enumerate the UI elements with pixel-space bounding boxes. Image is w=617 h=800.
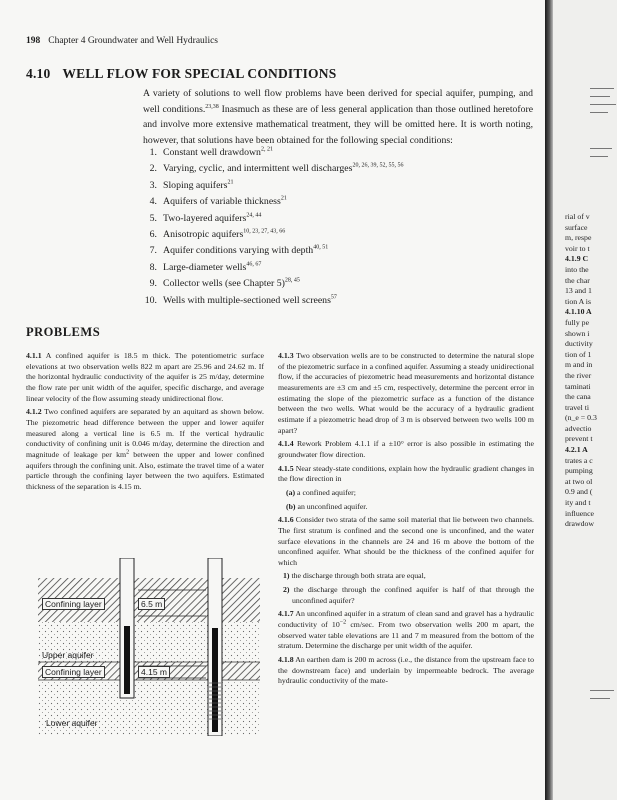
list-item: 2. Varying, cyclic, and intermittent well discharges$^{20, 26, 39, 52, 55, 56}$ [149, 163, 404, 175]
list-item: 9. Collector wells (see Chapter 5)$^{28, 45}$ [149, 277, 300, 290]
next-page-fragments: rial of v surface m, respe voir to t 4.1.9 C into the the char 13 and 1 tion A is 4.1.10 A fully pe shown i ductivity tion of 1 m and in the river taminati the cana travel ti (n_e = 0.3 advectio prevent t 4.2.1 A trates a c pumping at two ol 0.9 and ( ity and t influence drawdow [565, 212, 597, 529]
spine-shadow [545, 0, 553, 800]
section-number: 4.10 [26, 66, 51, 81]
intro-text: A variety of solutions to well flow problems have been derived for special aquifer, pumping, and well conditions. [143, 88, 533, 115]
list-item: 7. Aquifer conditions varying with depth$^{40, 51}$ [149, 245, 329, 257]
next-page-rule [590, 698, 610, 699]
problem-4-1-5-a: (a) a confined aquifer; [286, 487, 356, 497]
next-page-rule [590, 104, 616, 105]
problem-4-1-4: 4.1.4 Rework Problem 4.1.1 if a ±10° error is also possible in estimating the groundwater flow direction. [278, 439, 535, 459]
lower-aquifer-label: Lower aquifer [46, 718, 98, 728]
list-item: 6. Anisotropic aquifers$^{10, 23, 27, 43, 66}$ [149, 228, 286, 240]
list-item: 1. Constant well drawdown$^{2, 21}$ [149, 146, 273, 158]
problem-4-1-7: 4.1.7 An unconfined aquifer in a stratum of clean sand and gravel has a hydraulic conductivity of $10^{-2}$ cm/sec. From two observation wells 200 m apart, the observed water table elevations are 11 and 7 m measured from the bottom of the stratum. Determine the discharge per unit width of the aquifer. [278, 609, 534, 651]
problems-column-left [26, 351, 264, 496]
confining-layer-label-lower: Confining layer [42, 666, 105, 678]
page-number: 198 [26, 36, 41, 46]
problem-4-1-6-item-2: 2) the discharge through the confined aquifer is half of that through the unconfined aquifer? [283, 585, 534, 605]
problem-4-1-5-b: (b) an unconfined aquifer. [286, 501, 368, 511]
list-item: 3. Sloping aquifers$^{21}$ [149, 179, 234, 191]
intro-paragraph [143, 86, 533, 148]
next-page-rule [590, 156, 608, 157]
problem-4-1-2: 4.1.2 Two confined aquifers are separated by an aquitard as shown below. The piezometric head difference between the upper and lower aquifer measured along a vertical line is 6.5 m. If the vertical hydraulic conductivity of confining unit is 0.046 m/day, determine the direction and magnitude of leakage per $km^2$ between the upper and lower confined aquifers through the confining unit. Also, estimate the travel time of a water particle through the confining layer between the two aquifers. Estimated thickness of the separation is 4.15 m. [26, 407, 265, 491]
intro-refs: 23,38 [205, 103, 219, 110]
problem-4-1-3: 4.1.3 Two observation wells are to be constructed to determine the natural slope of the piezometric surface in a confined aquifer. Assuming a steady unidirectional flow, if the accuracies of piezometric head measurements and horizontal distance measurements are ±3 cm and ±5 cm, respectively, determine the percent error in estimating the slope of the piezometric surface as a function of the distance between the two wells. What would be the accuracy of a hydraulic gradient estimate if a piezometric head drop of 3 m is observed between two wells 100 m apart? [278, 351, 534, 435]
special-conditions-list [143, 145, 533, 309]
problem-4-1-1: 4.1.1 A confined aquifer is 18.5 m thick. The potentiometric surface elevations at two observation wells 822 m apart are 25.96 and 24.62 m. If the horizontal hydraulic conductivity of the aquifer is 25 m/day, determine the flow rate per unit width of the aquifer, specific discharge, and average linear velocity of the flow assuming steady unidirectional flow. [26, 351, 264, 403]
aquifer-figure [38, 558, 260, 736]
running-header [26, 36, 218, 46]
section-title: WELL FLOW FOR SPECIAL CONDITIONS [62, 66, 337, 81]
upper-aquifer-label: Upper aquifer [42, 650, 94, 660]
confining-layer-label: Confining layer [42, 598, 105, 610]
list-item: 8. Large-diameter wells$^{46, 67}$ [149, 261, 262, 273]
problem-4-1-6: 4.1.6 Consider two strata of the same soil material that lie between two channels. The first stratum is confined and the second one is unconfined, and the water surface elevations in the channels are 24 and 16 m above the bottom of the unconfined aquifer. What should be the thickness of the confined aquifer for which [278, 515, 534, 567]
problem-4-1-6-item-1: 1) the discharge through both strata are equal, [283, 571, 426, 581]
list-item: 10. Wells with multiple-sectioned well screens$^{57}$ [144, 294, 337, 306]
next-page-rule [590, 88, 614, 89]
problems-column-right [278, 351, 534, 690]
next-page-rule [590, 112, 608, 113]
thickness-label: 4.15 m [138, 666, 170, 678]
problem-4-1-5: 4.1.5 Near steady-state conditions, explain how the hydraulic gradient changes in the flow direction in [278, 463, 535, 484]
intro-text-cont: Inasmuch as these are of less general application than those outlined heretofore and involve more extensive mathematical treatment, they will be omitted here. It is worth noting, however, that solutions have been obtained for the following special conditions: [143, 103, 533, 146]
head-difference-label: 6.5 m [138, 598, 165, 610]
next-page-rule [590, 148, 612, 149]
list-item: 5. Two-layered aquifers$^{24, 44}$ [149, 212, 262, 224]
next-page-rule [590, 96, 610, 97]
problem-4-1-8: 4.1.8 An earthen dam is 200 m across (i.e., the distance from the upstream face to the downstream face) and underlain by impermeable bedrock. The average hydraulic conductivity of the mate- [278, 655, 534, 686]
problems-heading: PROBLEMS [26, 325, 101, 339]
aquifer-diagram [38, 558, 260, 736]
section-heading [26, 66, 336, 82]
chapter-title: Chapter 4 Groundwater and Well Hydraulics [48, 36, 218, 46]
list-item: 4. Aquifers of variable thickness$^{21}$ [149, 195, 287, 208]
next-page-rule [590, 690, 614, 691]
